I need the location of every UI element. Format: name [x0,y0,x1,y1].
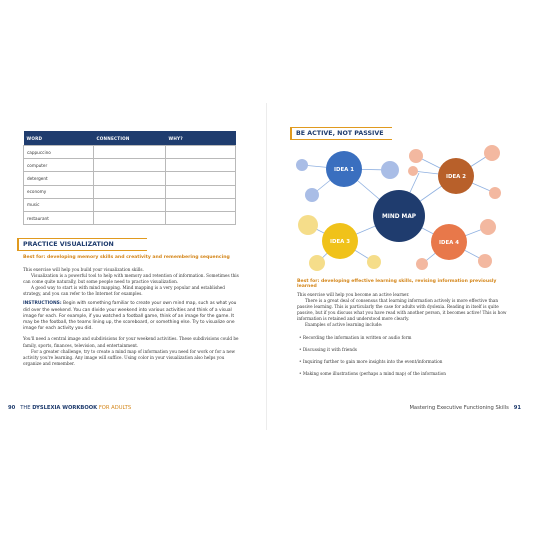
mind-map-illustration [292,143,510,273]
header-why: WHY? [166,131,236,146]
idea-2-label: IDEA 2 [446,174,466,180]
right-body-text [297,292,509,377]
word-cell: economy [24,185,94,198]
page-number-left: 90 [8,405,16,411]
word-cell: cappuccino [24,146,94,159]
chapter-title: Mastering Executive Functioning Skills [409,405,509,411]
paragraph: You'll need a central image and subdivisions for your weekend activities. These subdivisions could be family, sports, finances, television, and entertainment. [23,336,239,348]
why-cell [166,185,236,198]
footer-right [409,405,521,411]
table-row [24,172,236,185]
table-header-row [24,131,236,146]
book-title: THE DYSLEXIA WORKBOOK [20,405,98,411]
mind-map-center-label: MIND MAP [381,214,417,220]
connection-cell [94,146,166,159]
table-row [24,146,236,159]
section-title-be-active: BE ACTIVE, NOT PASSIVE [290,127,392,140]
book-title-suffix: FOR ADULTS [98,405,132,411]
connection-cell [94,211,166,224]
idea-1-label: IDEA 1 [334,167,354,173]
table-row [24,159,236,172]
paragraph: Examples of active learning include: [305,322,383,328]
list-item: • Inquiring further to gain more insights into the event/information [299,358,443,364]
best-for-right: Best for: developing effective learning skills, revising information previously learned [297,279,497,289]
page-gutter [266,103,267,430]
why-cell [166,198,236,211]
paragraph: This exercise will help you build your visualization skills. [23,267,144,272]
left-body-text [23,267,242,367]
paragraph: This exercise will help you become an active learner. [297,292,410,297]
connection-cell [94,159,166,172]
list-item: • Recording the information in written or audio form [299,334,412,340]
instructions-text: Begin with something familiar to create your own mind map, such as what you did over the weekend. You can divide your weekend into various activities and think of a visual image for each. For example, if you watched a football game, think of an image for the game. It may be the football, the teams lining up, the scoreboard, or something else. Try to visualize one image for each activity you did. [23,301,237,332]
paragraph: A good way to start is with mind mapping. Mind mapping is a very popular and established strategy, and you can refer to the Internet for examples. [23,285,225,297]
why-cell [166,159,236,172]
page-number-right: 91 [513,405,521,411]
header-connection: CONNECTION [94,131,166,146]
best-for-left: Best for: developing memory skills and creativity and remembering sequencing [23,255,230,260]
word-cell: computer [24,159,94,172]
word-cell: detergent [24,172,94,185]
word-cell: restaurant [24,211,94,224]
connection-cell [94,198,166,211]
list-item: • Making some illustrations (perhaps a mind map) of the information [299,370,446,376]
list-item: • Discussing it with friends [299,346,357,352]
book-spread [0,103,533,430]
paragraph: For a greater challenge, try to create a mind map of information you need for work or for a new activity you're learning. Any image will suffice. Using color in your visualization also helps you organize and remember. [23,348,236,366]
header-word: WORD [24,131,94,146]
word-connection-table [23,131,236,225]
connection-cell [94,172,166,185]
connection-cell [94,185,166,198]
paragraph: There is a great deal of consensus that learning information actively is more effective than passive learning. This is particularly the case for adults with dyslexia. Reading in itself is quite passive, but if you discuss what you have read with another person, it becomes active! This is how information is retained and understood more clearly. [297,298,507,322]
why-cell [166,211,236,224]
table-row [24,211,236,224]
why-cell [166,146,236,159]
why-cell [166,172,236,185]
table-row [24,198,236,211]
idea-3-label: IDEA 3 [330,239,350,245]
idea-4-label: IDEA 4 [439,240,459,246]
paragraph: Visualization is a powerful tool to help with memory and retention of information. Sometimes this can come quite naturally, but some people need to practice visualization. [23,273,239,285]
instructions-label: INSTRUCTIONS: [23,301,62,307]
mind-map-svg [292,143,510,273]
footer-left [8,405,131,411]
table-row [24,185,236,198]
word-cell: music [24,198,94,211]
instructions-paragraph [23,301,242,332]
section-title-practice-visualization: PRACTICE VISUALIZATION [17,238,147,251]
